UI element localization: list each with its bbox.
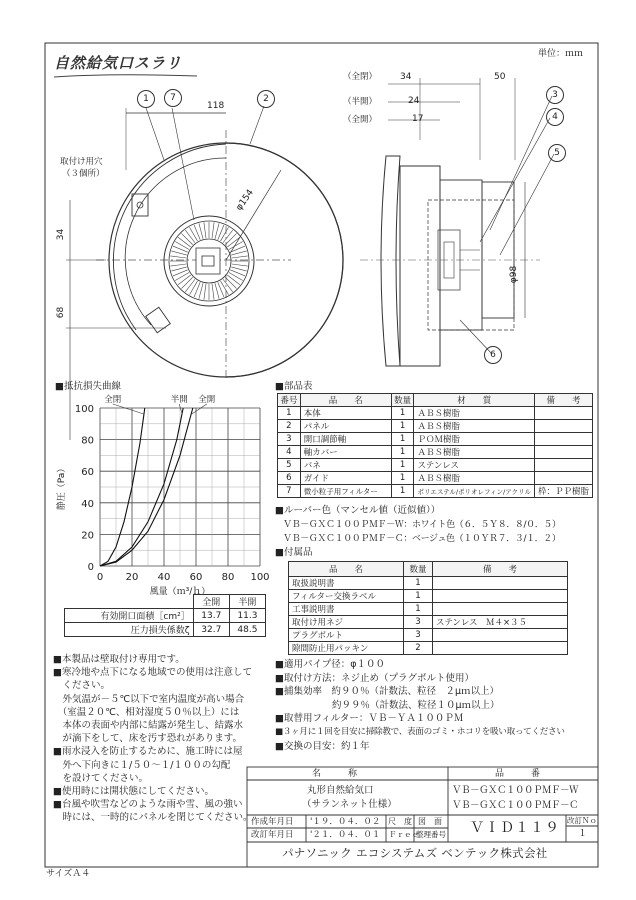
x-tick-label: 0 (96, 572, 104, 583)
parts-qty: 1 (391, 459, 414, 472)
parts-qty: 1 (391, 485, 414, 498)
x-tick-label: 20 (125, 572, 139, 583)
side-row-label-half: （半開） (343, 97, 378, 107)
revision-value: １ (578, 829, 588, 839)
x-tick-label: 60 (189, 572, 203, 583)
acc-name: 工事説明書 (289, 603, 404, 616)
note-line: （室温２０℃、相対湿度５０％以上）には (53, 706, 240, 718)
callout-6: 6 (484, 346, 502, 364)
side-row-value-half: 24 (408, 96, 420, 106)
parts-qty: 1 (391, 433, 414, 446)
mount-hole-label-2: （３個所） (62, 169, 105, 179)
parts-name: 開口調節軸 (300, 433, 391, 446)
acc-qty: 1 (404, 577, 433, 590)
callout-5: 5 (548, 144, 566, 162)
parts-note: 枠：ＰＰ樹脂 (534, 485, 592, 498)
parts-material: ポリエステル/ポリオレフィン/アクリル (414, 485, 535, 498)
parts-qty: 1 (391, 407, 414, 420)
product-logo: 自然給気口スラリ (54, 54, 183, 72)
side-row-value-closed: 34 (400, 72, 412, 82)
revised-date: '２１．０４．０１ (310, 830, 381, 840)
parts-name: ガイド (300, 472, 391, 485)
series-label: 全開 (198, 395, 216, 405)
drawing-label: 図 面 (418, 817, 442, 826)
paper-size: サイズＡ４ (46, 869, 91, 879)
acc-name: プラグボルト (289, 629, 404, 642)
parts-no: 5 (278, 459, 301, 472)
acc-name: 取付け用ネジ (289, 616, 404, 629)
y-tick-label: 40 (81, 498, 94, 510)
y-tick-label: 80 (81, 435, 94, 447)
company-name: パナソニック エコシステムズ ベンテック株式会社 (282, 846, 548, 860)
perf-value-open: 32.7 (193, 623, 229, 637)
unit-label: 単位：ｍｍ (538, 49, 584, 59)
x-tick-label: 80 (221, 572, 235, 583)
parts-material: ＡＢＳ樹脂 (414, 472, 535, 485)
parts-name: 微小粒子用フィルター (300, 485, 391, 498)
acc-col-note: 備 考 (433, 562, 568, 577)
spec-line: ■捕集効率 約９０％（計数法、粒径 ２μｍ以上） (275, 686, 500, 698)
acc-qty: 3 (404, 616, 433, 629)
parts-material: ＡＢＳ樹脂 (414, 420, 535, 433)
note-line: ■台風や吹雪などのような雨や雪、風の強い (53, 799, 243, 811)
callout-7: 7 (164, 89, 182, 107)
drawing-number: ＶＩＤ１１９ (470, 820, 560, 836)
series-label: 全閉 (104, 395, 122, 405)
created-date: '１９．０４．０２ (310, 817, 381, 827)
parts-qty: 1 (391, 420, 414, 433)
perf-row-label: 有効開口面積［cm²］ (65, 609, 194, 623)
dim-50: 50 (494, 72, 506, 82)
parts-material: ＡＢＳ樹脂 (414, 446, 535, 459)
note-line: を設けてください。 (53, 772, 149, 784)
parts-name: 軸カバー (300, 446, 391, 459)
parts-col-name: 品 名 (300, 394, 391, 407)
louver-title: ■ルーバー色（マンセル値（近似値）） (275, 505, 441, 516)
acc-note: ステンレス Ｍ４×３５ (433, 616, 568, 629)
title-name-line2: （サランネット仕様） (302, 799, 397, 810)
side-row-value-open: 17 (412, 114, 424, 124)
parts-material: ＰＯＭ樹脂 (414, 433, 535, 446)
parts-col-qty: 数量 (391, 394, 414, 407)
parts-name: パネル (300, 420, 391, 433)
x-axis-label: 風量（ｍ³/ｈ） (149, 587, 211, 597)
y-tick-label: 60 (81, 467, 94, 479)
parts-name: 本体 (300, 407, 391, 420)
note-line: ■雨水浸入を防止するために、施工時には屋 (53, 746, 243, 758)
note-line: が滴下をして、床を汚す恐れがあります。 (53, 733, 243, 745)
perf-value-open: 13.7 (193, 609, 229, 623)
note-line: 外へ下向きに１/５０～１/１００の勾配 (53, 759, 231, 771)
parts-col-no: 番号 (278, 394, 301, 407)
perf-col-half: 半開 (229, 595, 265, 609)
parts-no: 6 (278, 472, 301, 485)
parts-name: バネ (300, 459, 391, 472)
dim-diameter-154: φ154 (234, 187, 256, 213)
spec-line: ■取替用フィルター：ＶＢ－ＹＡ１００ＰＭ (275, 713, 464, 725)
note-line: ■寒冷地や点下になる地域での使用は注意して (53, 667, 252, 679)
title-name-header: 名 称 (312, 769, 358, 779)
parts-no: 3 (278, 433, 301, 446)
scale-label: 尺 度 (388, 817, 412, 826)
callout-1: 1 (137, 90, 155, 108)
y-tick-label: 20 (81, 530, 94, 542)
callout-4: 4 (546, 108, 564, 126)
spec-line: ■適用パイプ径：φ１００ (275, 659, 385, 670)
parts-no: 1 (278, 407, 301, 420)
dim-34: 34 (56, 228, 67, 241)
scale-value: Ｆｒｅｅ (389, 830, 419, 839)
acc-qty: 1 (404, 603, 433, 616)
x-tick-label: 100 (250, 572, 270, 583)
note-line: 時には、一時的にパネルを閉じてください。 (53, 812, 253, 824)
parts-col-material: 材 質 (414, 394, 535, 407)
spec-line: ■交換の目安：約１年 (275, 740, 370, 752)
note-line: ください。 (53, 680, 111, 692)
spec-line: ■３ヶ月に１回を目安に掃除教で、表面のゴミ・ホコリを吸い取ってください (275, 726, 565, 737)
perf-row-label: 圧力損失係数ζ (65, 623, 194, 637)
acc-name: 隙間防止用パッキン (289, 642, 404, 655)
callout-3: 3 (546, 86, 564, 104)
parts-material: ステンレス (414, 459, 535, 472)
note-line: ■使用時には開状態にしてください。 (53, 786, 214, 798)
title-number-w: ＶＢ－ＧＸＣ１００ＰＭＦ－Ｗ (452, 785, 579, 796)
x-tick-label: 40 (157, 572, 171, 583)
acc-col-qty: 数量 (404, 562, 433, 577)
parts-qty: 1 (391, 472, 414, 485)
acc-qty: 3 (404, 629, 433, 642)
side-row-label-closed: （全閉） (343, 72, 378, 82)
parts-table-title: ■部品表 (275, 381, 313, 392)
spec-line: 約９９％（計数法、粒径１０μｍ以上） (275, 699, 500, 711)
note-line: 本体の表面や内部に結露が発生し、結露水 (53, 720, 244, 732)
title-number-header: 品 番 (495, 769, 541, 779)
acc-name: フィルター交換ラベル (289, 590, 404, 603)
parts-no: 2 (278, 420, 301, 433)
louver-line-w: ＶＢ－ＧＸＣ１００ＰＭＦ－Ｗ：ホワイト色（６．５Ｙ８．８/０．５） (283, 520, 561, 530)
acc-qty: 1 (404, 590, 433, 603)
louver-line-c: ＶＢ－ＧＸＣ１００ＰＭＦ－Ｃ：ベージュ色（１０ＹＲ７．３/１．２） (283, 534, 561, 544)
revision-label: 改訂Ｎｏ． (567, 816, 605, 825)
dim-phi-98: φ98 (509, 265, 520, 284)
parts-no: 4 (278, 446, 301, 459)
perf-value-half: 11.3 (229, 609, 265, 623)
note-line: 外気温が－５℃以下で室内温度が高い場合 (53, 693, 245, 705)
management-label: 整理番号 (416, 830, 446, 839)
note-line: ■本製品は壁取付け専用です。 (53, 654, 185, 665)
dim-68: 68 (56, 306, 67, 319)
created-label: 作成年月日 (251, 817, 294, 827)
revised-label: 改訂年月日 (251, 830, 294, 840)
series-label: 半開 (170, 395, 188, 405)
spec-line: ■取付け方法：ネジ止め（プラグボルト使用） (275, 672, 474, 684)
y-axis-label: 静圧（Pa） (57, 463, 67, 511)
parts-qty: 1 (391, 446, 414, 459)
parts-col-note: 備 考 (534, 394, 592, 407)
callout-2: 2 (257, 90, 275, 108)
acc-name: 取扱説明書 (289, 577, 404, 590)
parts-material: ＡＢＳ樹脂 (414, 407, 535, 420)
title-number-c: ＶＢ－ＧＸＣ１００ＰＭＦ－Ｃ (452, 800, 579, 811)
dim-width-118: 118 (207, 101, 225, 111)
y-tick-label: 0 (87, 562, 94, 573)
accessories-title: ■付属品 (275, 547, 313, 558)
y-tick-label: 100 (74, 404, 94, 415)
side-row-label-open: （全開） (343, 115, 378, 125)
mount-hole-label-1: 取付け用穴 (60, 157, 103, 167)
acc-col-name: 品 名 (289, 562, 404, 577)
acc-qty: 2 (404, 642, 433, 655)
title-name-line1: 丸形自然給気口 (307, 785, 374, 796)
parts-no: 7 (278, 485, 301, 498)
chart-title: ■抵抗損失曲線 (55, 381, 121, 392)
perf-col-open: 全開 (193, 595, 229, 609)
perf-value-half: 48.5 (229, 623, 265, 637)
